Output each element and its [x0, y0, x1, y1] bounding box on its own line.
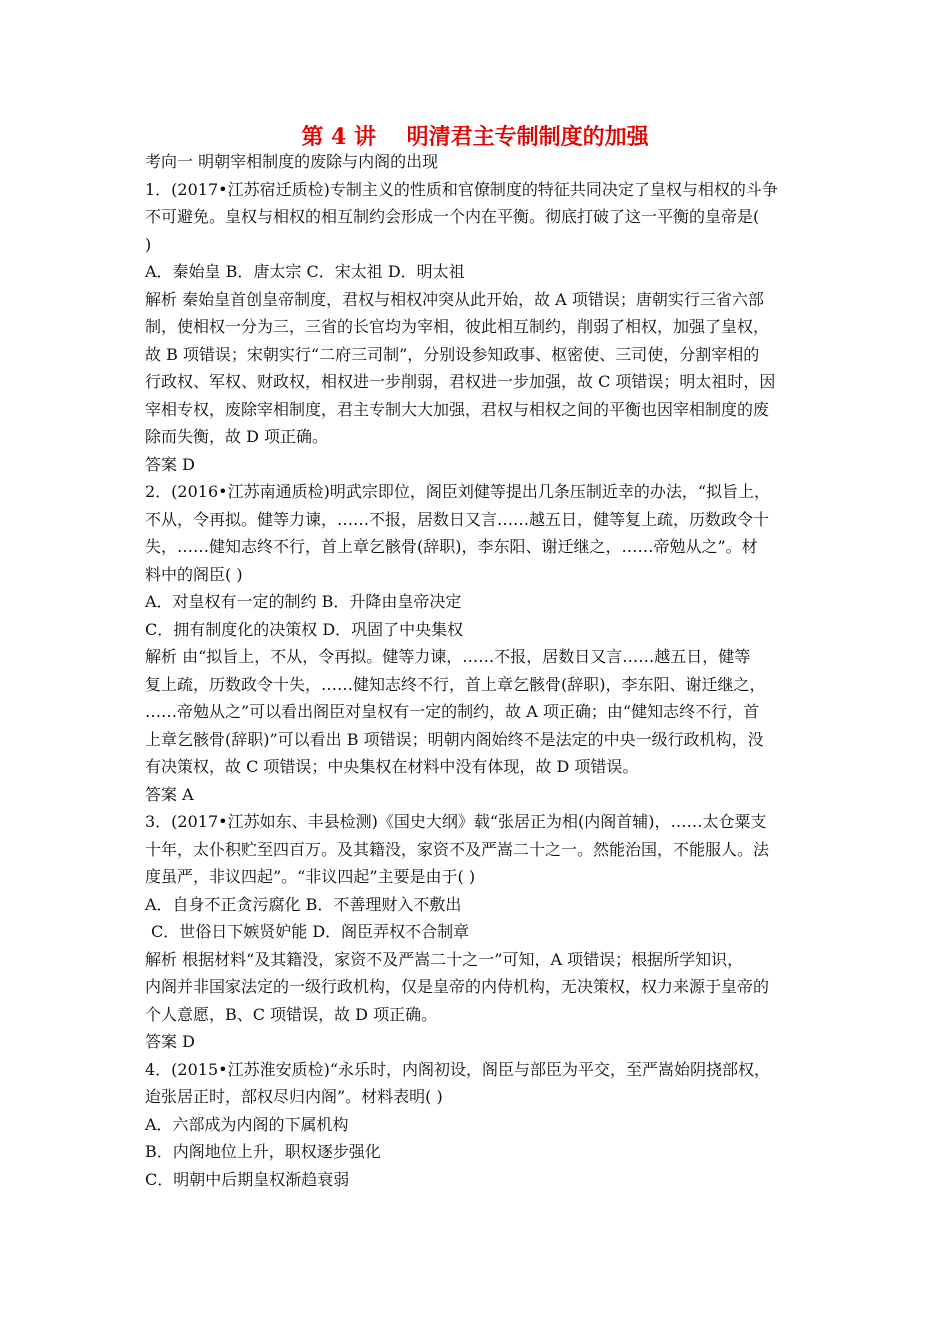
section-heading: 考向一 明朝宰相制度的废除与内阁的出现 — [145, 152, 439, 171]
question-1-text: ) — [145, 234, 152, 254]
question-1-analysis: 制，使相权一分为三，三省的长官均为宰相，彼此相互制约，削弱了相权，加强了皇权， — [145, 317, 770, 336]
question-4-option-a: A．六部成为内阁的下属机构 — [145, 1114, 349, 1134]
question-2-options: C．拥有制度化的决策权 D．巩固了中央集权 — [145, 619, 464, 639]
question-3-text: 3．(2017•江苏如东、丰县检测)《国史大纲》载“张居正为相(内阁首辅)，……太仓粟支 — [145, 812, 767, 831]
question-3-answer: 答案 D — [145, 1032, 195, 1051]
question-1-analysis: 故 B 项错误；宋朝实行“二府三司制”，分别设参知政事、枢密使、三司使，分割宰相的 — [145, 344, 760, 364]
question-2-analysis: ……帝勉从之”可以看出阁臣对皇权有一定的制约，故 A 项正确；由“健知志终不行，首 — [145, 702, 760, 721]
question-3-text: 十年，太仆积贮至四百万。及其籍没，家资不及严嵩二十之一。然能治国，不能服人。法 — [145, 839, 770, 859]
question-1-analysis: 行政权、军权、财政权，相权进一步削弱，君权进一步加强，故 C 项错误；明太祖时，因 — [145, 372, 776, 391]
question-2-text: 失，……健知志终不行，首上章乞骸骨(辞职)，李东阳、谢迁继之，……帝勉从之”。材 — [145, 537, 758, 556]
question-2-text: 料中的阁臣( ) — [145, 564, 243, 584]
question-4-option-c: C．明朝中后期皇权渐趋衰弱 — [145, 1169, 350, 1189]
question-2-analysis: 解析 由“拟旨上，不从，令再拟。健等力谏，……不报，居数日又言……越五日，健等 — [145, 647, 751, 666]
question-2-answer: 答案 A — [145, 784, 194, 804]
question-1-options: A．秦始皇 B．唐太宗 C．宋太祖 D．明太祖 — [145, 262, 465, 281]
question-2-analysis: 复上疏，历数政令十失，……健知志终不行，首上章乞骸骨(辞职)，李东阳、谢迁继之， — [145, 674, 766, 694]
question-4-option-b: B．内阁地位上升，职权逐步强化 — [145, 1142, 381, 1161]
question-2-text: 不从，令再拟。健等力谏，……不报，居数日又言……越五日，健等复上疏，历数政令十 — [145, 509, 770, 529]
question-3-options: A．自身不正贪污腐化 B．不善理财入不敷出 — [145, 894, 462, 914]
question-1-analysis: 宰相专权，废除宰相制度，君主专制大大加强，君权与相权之间的平衡也因宰相制度的废 — [145, 399, 770, 419]
question-1-analysis: 解析 秦始皇首创皇帝制度，君权与相权冲突从此开始，故 A 项错误；唐朝实行三省六部 — [145, 289, 764, 309]
question-3-analysis: 解析 根据材料“及其籍没，家资不及严嵩二十之一”可知，A 项错误；根据所学知识， — [145, 949, 744, 969]
question-1-answer: 答案 D — [145, 454, 195, 474]
question-2-text: 2．(2016•江苏南通质检)明武宗即位，阁臣刘健等提出几条压制近幸的办法，“拟旨上， — [145, 482, 771, 501]
question-1-text: 不可避免。皇权与相权的相互制约会形成一个内在平衡。彻底打破了这一平衡的皇帝是( — [145, 207, 760, 226]
question-1-analysis: 除而失衡，故 D 项正确。 — [145, 427, 329, 446]
page-title: 第 4 讲 明清君主专制制度的加强 — [301, 124, 649, 150]
question-3-analysis: 个人意愿，B、C 项错误，故 D 项正确。 — [145, 1004, 438, 1024]
question-1-text: 1．(2017•江苏宿迁质检)专制主义的性质和官僚制度的特征共同决定了皇权与相权的斗争 — [145, 179, 778, 199]
question-4-text: 迨张居正时，部权尽归内阁”。材料表明( ) — [145, 1087, 443, 1106]
question-3-analysis: 内阁并非国家法定的一级行政机构，仅是皇帝的内侍机构，无决策权，权力来源于皇帝的 — [145, 977, 770, 996]
question-3-text: 度虽严，非议四起”。“非议四起”主要是由于( ) — [145, 867, 476, 886]
question-2-analysis: 有决策权，故 C 项错误；中央集权在材料中没有体现，故 D 项错误。 — [145, 757, 639, 776]
question-4-text: 4．(2015•江苏淮安质检)“永乐时，内阁初设，阁臣与部臣为平交，至严嵩始阴挠部权， — [145, 1059, 771, 1079]
question-2-options: A．对皇权有一定的制约 B．升降由皇帝决定 — [145, 592, 462, 611]
question-3-options: C．世俗日下嫉贤妒能 D．阁臣弄权不合制章 — [151, 922, 470, 941]
question-2-analysis: 上章乞骸骨(辞职)”可以看出 B 项错误；明朝内阁始终不是法定的中央一级行政机构，没 — [145, 729, 764, 749]
document-body — [145, 148, 813, 1193]
